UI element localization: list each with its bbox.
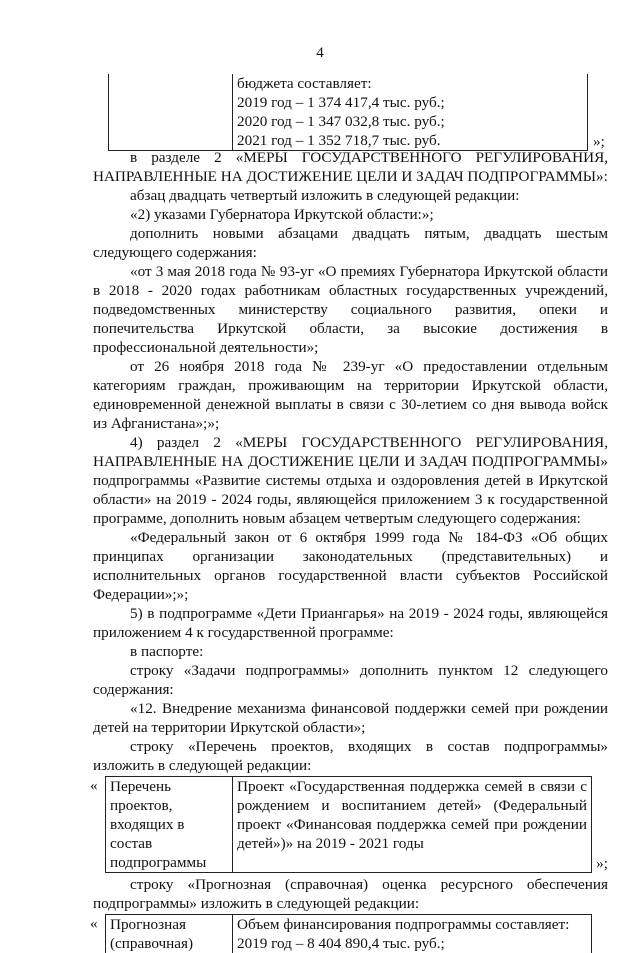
table1-left-cell <box>109 74 233 151</box>
paragraph: в разделе 2 «МЕРЫ ГОСУДАРСТВЕННОГО РЕГУЛИРОВАНИЯ, НАПРАВЛЕННЫЕ НА ДОСТИЖЕНИЕ ЦЕЛИ И ЗАДАЧ ПОДПРОГРАММЫ»: <box>93 148 608 186</box>
paragraph: «2) указами Губернатора Иркутской области:»; <box>93 205 608 224</box>
funding-table-top <box>108 74 588 151</box>
table1-line: 2021 год – 1 352 718,7 тыс. руб. <box>237 131 583 150</box>
paragraph: от 26 ноября 2018 года № 239-уг «О предоставлении отдельным категориям граждан, проживающим на территории Иркутской области, единовременной денежной выплаты в связи с 30-летием со дня вывода войск из Афганистана»;»; <box>93 357 608 433</box>
paragraph: 4) раздел 2 «МЕРЫ ГОСУДАРСТВЕННОГО РЕГУЛИРОВАНИЯ, НАПРАВЛЕННЫЕ НА ДОСТИЖЕНИЕ ЦЕЛИ И ЗАДАЧ ПОДПРОГРАММЫ» подпрограммы «Развитие системы отдыха и оздоровления детей в Иркутской области» на 2019 - 2024 годы, являющейся приложением 3 к государственной программе, дополнить новым абзацем четвертым следующего содержания: <box>93 433 608 528</box>
table3-left-cell: Прогнозная (справочная) <box>106 915 233 953</box>
table3-right-cell <box>233 915 592 953</box>
table1-close-quote: »; <box>593 132 605 151</box>
paragraph: «Федеральный закон от 6 октября 1999 года № 184-ФЗ «Об общих принципах организации законодательных (представительных) и исполнительных органов государственной власти субъектов Российской Федерации»;»; <box>93 528 608 604</box>
table2-left-cell: Перечень проектов, входящих в состав подпрограммы <box>106 777 233 873</box>
projects-table-block <box>93 776 608 873</box>
paragraph: «от 3 мая 2018 года № 93-уг «О премиях Губернатора Иркутской области в 2018 - 2020 годах работникам областных государственных учреждений, подведомственных министерству социального развития, опеки и попечительства Иркутской области, за высокие достижения в профессиональной деятельности»; <box>93 262 608 357</box>
resources-table-block <box>93 914 608 953</box>
paragraph: в паспорте: <box>93 642 608 661</box>
projects-table <box>105 776 592 873</box>
table3-open-quote: « <box>90 914 98 933</box>
table2-close-quote: »; <box>596 854 608 873</box>
page-number: 4 <box>0 44 640 63</box>
paragraph: строку «Задачи подпрограммы» дополнить пунктом 12 следующего содержания: <box>93 661 608 699</box>
paragraph: строку «Прогнозная (справочная) оценка ресурсного обеспечения подпрограммы» изложить в следующей редакции: <box>93 875 608 913</box>
table1-line: 2019 год – 1 374 417,4 тыс. руб.; <box>237 93 583 112</box>
table1-right-cell <box>233 74 588 151</box>
table1-line: 2020 год – 1 347 032,8 тыс. руб.; <box>237 112 583 131</box>
table2-open-quote: « <box>90 776 98 795</box>
table3-line: Объем финансирования подпрограммы составляет: <box>237 915 587 934</box>
table3-line: 2019 год – 8 404 890,4 тыс. руб.; <box>237 934 587 953</box>
table2-right-cell: Проект «Государственная поддержка семей в связи с рождением и воспитанием детей» (Федеральный проект «Финансовая поддержка семей при рождении детей»)» на 2019 - 2021 годы <box>233 777 592 873</box>
paragraph: 5) в подпрограмме «Дети Приангарья» на 2019 - 2024 годы, являющейся приложением 4 к государственной программе: <box>93 604 608 642</box>
paragraph: дополнить новыми абзацами двадцать пятым, двадцать шестым следующего содержания: <box>93 224 608 262</box>
table1-line: бюджета составляет: <box>237 74 583 93</box>
paragraph: строку «Перечень проектов, входящих в состав подпрограммы» изложить в следующей редакции: <box>93 737 608 775</box>
paragraph: абзац двадцать четвертый изложить в следующей редакции: <box>93 186 608 205</box>
paragraph: «12. Внедрение механизма финансовой поддержки семей при рождении детей на территории Иркутской области»; <box>93 699 608 737</box>
resources-table <box>105 914 592 953</box>
